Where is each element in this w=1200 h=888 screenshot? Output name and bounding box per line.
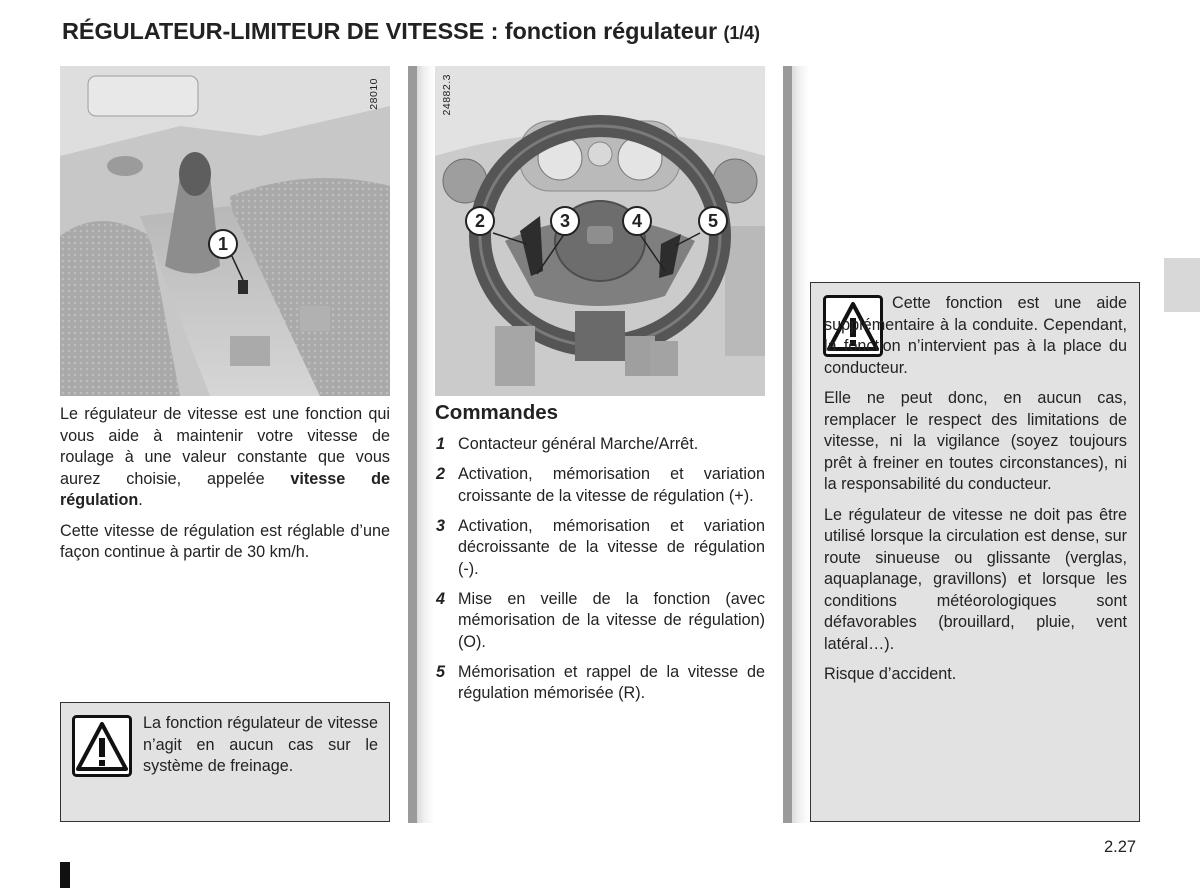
- command-item-5: [435, 662, 765, 705]
- command-text: Contacteur général Marche/Arrêt.: [458, 435, 699, 453]
- page-title-suffix: (1/4): [723, 23, 760, 43]
- callout-2: 2: [474, 211, 486, 231]
- intro-text: Le régulateur de vitesse est une fonction qui vous aide à maintenir votre vitesse de roulage à une valeur constante que vous aurez choisie, appelée: [60, 405, 390, 488]
- page-title-main: RÉGULATEUR-LIMITEUR DE VITESSE : fonction régulateur: [62, 18, 717, 44]
- conditions-paragraph: Le régulateur de vitesse ne doit pas être utilisé lorsque la circulation est dense, sur route sinueuse ou glissante (verglas, aquaplanage, gravillons) et lorsque les conditions météorologiques sont défavorables (brouillard, pluie, vent latéral…).: [824, 505, 1127, 653]
- command-number: 1: [436, 435, 446, 453]
- command-item-3: [435, 516, 765, 581]
- callout-1: 1: [217, 234, 229, 254]
- commands-section: [435, 401, 765, 713]
- column-gutter-left: [408, 66, 434, 823]
- command-item-1: [435, 434, 765, 456]
- command-number: 4: [436, 589, 446, 608]
- commands-heading: Commandes: [435, 401, 559, 424]
- command-text: Mise en veille de la fonction (avec mémorisation de la vitesse de régulation) (O).: [458, 589, 765, 651]
- callout-5: 5: [707, 211, 719, 231]
- command-text: Activation, mémorisation et variation décroissante de la vitesse de régulation (-).: [458, 516, 765, 578]
- driver-responsibility-warning-box: [810, 282, 1140, 822]
- column-gutter-right: [783, 66, 809, 823]
- command-number: 2: [436, 465, 446, 483]
- limits-paragraph: Elle ne peut donc, en aucun cas, remplacer le respect des limitations de vitesse, ni la vigilance (soyez toujours prêt à freiner en toutes circonstances), ni la responsabilité du conducteur.: [824, 389, 1127, 493]
- chapter-side-tab: [1164, 258, 1200, 312]
- page-number: 2.27: [1104, 838, 1137, 856]
- page-title: [62, 18, 760, 45]
- command-text: Activation, mémorisation et variation croissante de la vitesse de régulation (+).: [458, 465, 765, 505]
- intro-bold-term: vitesse de régulation: [60, 469, 391, 509]
- warning-triangle-icon: [72, 715, 132, 777]
- command-number: 5: [436, 662, 446, 681]
- left-column-text: [60, 404, 390, 564]
- right-warning-content: [824, 293, 1127, 686]
- braking-warning-text: La fonction régulateur de vitesse n’agit en aucun cas sur le système de freinage.: [143, 714, 378, 775]
- photo-reference-28010: 28010: [368, 78, 380, 110]
- gear-lever-photo: [60, 66, 390, 396]
- steering-wheel-illustration: [435, 66, 765, 396]
- command-item-2: [435, 464, 765, 507]
- braking-warning-box: [60, 702, 390, 822]
- command-item-4: [435, 589, 765, 654]
- steering-wheel-photo: [435, 66, 765, 396]
- gear-lever-illustration: [60, 66, 390, 396]
- warning-lead-paragraph: Cette fonction est une aide supplémentaire à la conduite. Cependant, la fonction n’intervient pas à la place du conducteur.: [824, 294, 1127, 377]
- intro-paragraph: [60, 404, 390, 512]
- command-number: 3: [436, 516, 446, 535]
- photo-reference-24882: 24882.3: [441, 74, 453, 116]
- commands-list: [435, 434, 765, 705]
- intro-end: .: [138, 491, 143, 509]
- command-text: Mémorisation et rappel de la vitesse de régulation mémorisée (R).: [458, 662, 765, 702]
- callout-4: 4: [631, 211, 643, 231]
- callout-3: 3: [559, 211, 571, 231]
- bottom-marker-bar: [60, 862, 70, 888]
- accident-risk-paragraph: Risque d’accident.: [824, 665, 957, 683]
- speed-range-paragraph: Cette vitesse de régulation est réglable d’une façon continue à partir de 30 km/h.: [60, 521, 390, 561]
